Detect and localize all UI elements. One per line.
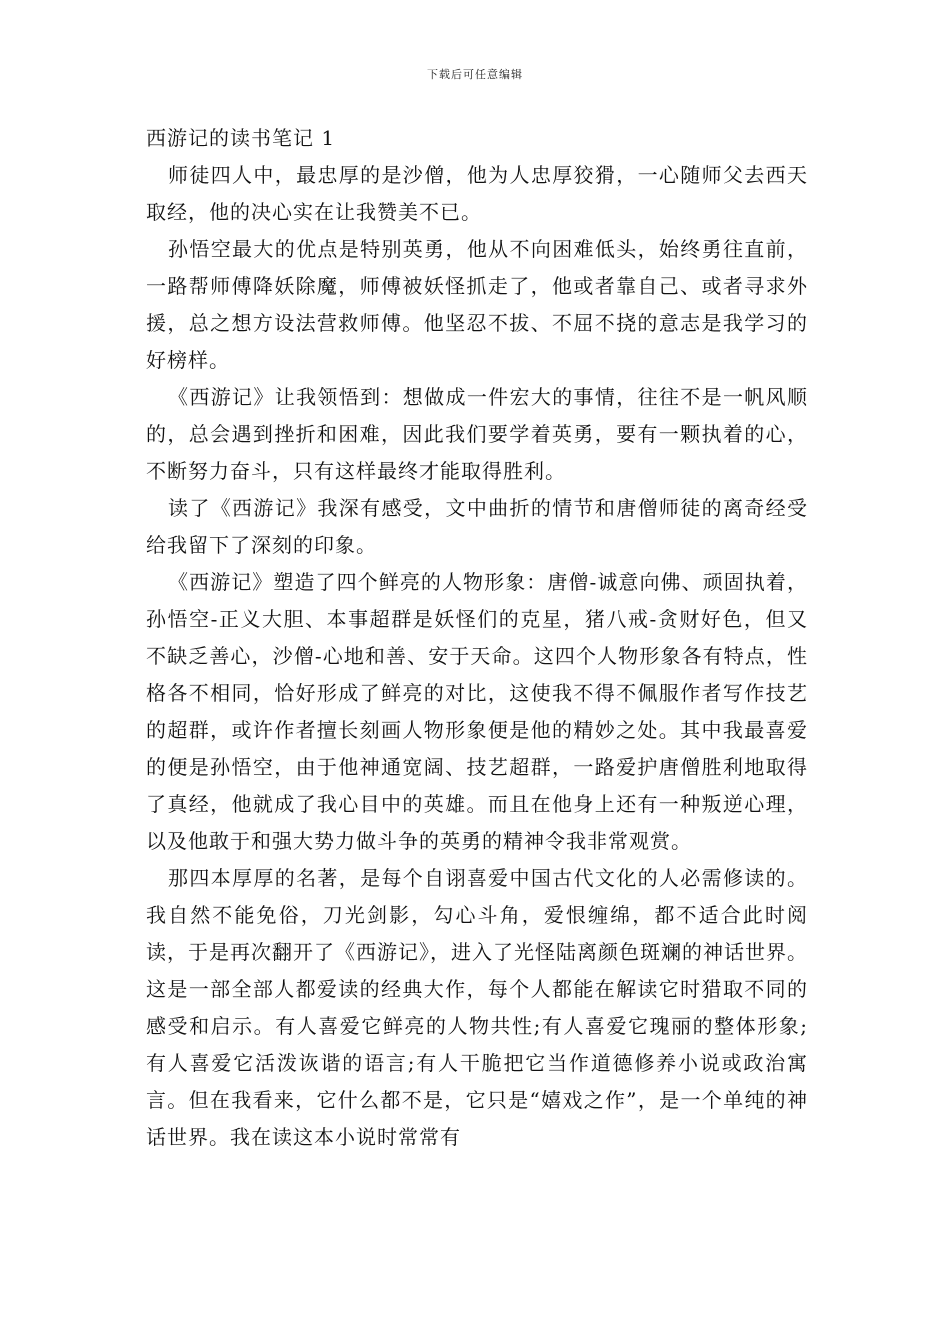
paragraph: 孙悟空最大的优点是特别英勇，他从不向困难低头，始终勇往直前，一路帮师傅降妖除魔，师傅被妖怪抓走了，他或者靠自己、或者寻求外援，总之想方设法营救师傅。他坚忍不拔、不屈不挠的意志是我学习的好榜样。 xyxy=(146,237,808,372)
paragraph: 《西游记》让我领悟到：想做成一件宏大的事情，往往不是一帆风顺的，总会遇到挫折和困难，因此我们要学着英勇，要有一颗执着的心，不断努力奋斗，只有这样最终才能取得胜利。 xyxy=(146,385,808,483)
paragraph: 师徒四人中，最忠厚的是沙僧，他为人忠厚狡猾，一心随师父去西天取经，他的决心实在让我赞美不已。 xyxy=(146,163,808,224)
document-body xyxy=(146,120,808,1156)
document-title: 西游记的读书笔记 1 xyxy=(146,126,336,150)
page-header: 下载后可任意编辑 xyxy=(427,68,523,81)
paragraph: 那四本厚厚的名著，是每个自诩喜爱中国古代文化的人必需修读的。我自然不能免俗，刀光剑影，勾心斗角，爱恨缠绵，都不适合此时阅读，于是再次翻开了《西游记》，进入了光怪陆离颜色斑斓的神话世界。这是一部全部人都爱读的经典大作，每个人都能在解读它时猎取不同的感受和启示。有人喜爱它鲜亮的人物共性;有人喜爱它瑰丽的整体形象;有人喜爱它活泼诙谐的语言;有人干脆把它当作道德修养小说或政治寓言。但在我看来，它什么都不是，它只是“嬉戏之作”，是一个单纯的神话世界。我在读这本小说时常常有 xyxy=(146,866,808,1149)
paragraph: 《西游记》塑造了四个鲜亮的人物形象：唐僧-诚意向佛、顽固执着，孙悟空-正义大胆、本事超群是妖怪们的克星，猪八戒-贪财好色，但又不缺乏善心，沙僧-心地和善、安于天命。这四个人物形象各有特点，性格各不相同，恰好形成了鲜亮的对比，这使我不得不佩服作者写作技艺的超群，或许作者擅长刻画人物形象便是他的精妙之处。其中我最喜爱的便是孙悟空，由于他神通宽阔、技艺超群，一路爱护唐僧胜利地取得了真经，他就成了我心目中的英雄。而且在他身上还有一种叛逆心理，以及他敢于和强大势力做斗争的英勇的精神令我非常观赏。 xyxy=(146,570,808,853)
paragraph: 读了《西游记》我深有感受，文中曲折的情节和唐僧师徒的离奇经受给我留下了深刻的印象。 xyxy=(146,496,808,557)
